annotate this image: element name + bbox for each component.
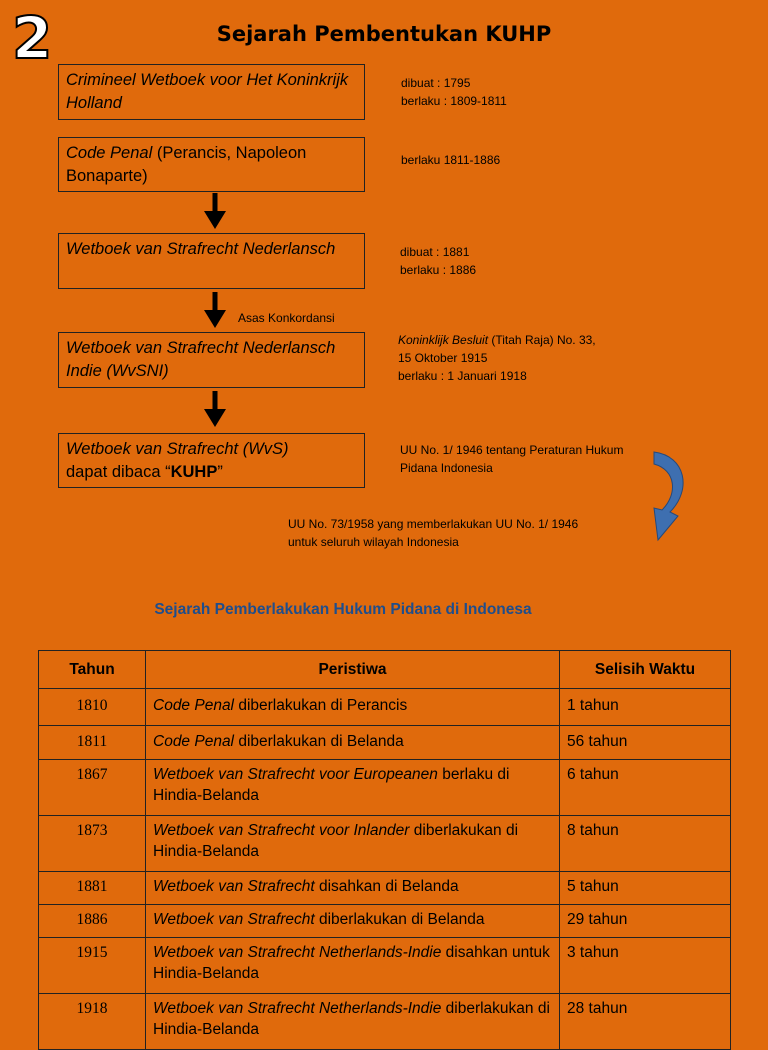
event-rest: disahkan di Belanda	[314, 878, 459, 895]
cell-year: 1867	[39, 760, 146, 816]
note-line: untuk seluruh wilayah Indonesia	[288, 535, 459, 549]
note-line: berlaku : 1 Januari 1918	[398, 369, 527, 383]
cell-year: 1881	[39, 872, 146, 905]
flow-box-wvs-kuhp	[58, 433, 365, 488]
cell-event	[146, 905, 560, 938]
table-header-row	[39, 651, 731, 689]
note-line: dibuat : 1795	[401, 76, 471, 90]
history-table	[38, 650, 731, 1050]
cell-diff: 5 tahun	[560, 872, 731, 905]
page-title: Sejarah Pembentukan KUHP	[216, 22, 552, 46]
cell-diff: 8 tahun	[560, 816, 731, 872]
table-row	[39, 816, 731, 872]
cell-year: 1915	[39, 938, 146, 994]
flow-box-text-italic: Code Penal	[66, 144, 153, 162]
flow-box-text: Crimineel Wetboek voor Het Koninkrijk Holland	[66, 71, 349, 112]
flow-box-text-prefix: dapat dibaca “	[66, 463, 171, 481]
flow-box-text-italic: Wetboek van Strafrecht (WvS)	[66, 440, 289, 458]
cell-diff: 28 tahun	[560, 994, 731, 1050]
cell-event	[146, 994, 560, 1050]
note-line: Pidana Indonesia	[400, 461, 493, 475]
table-row	[39, 872, 731, 905]
cell-year: 1918	[39, 994, 146, 1050]
event-italic: Wetboek van Strafrecht Netherlands-Indie	[153, 1000, 442, 1017]
kuhp-label: KUHP	[170, 463, 218, 481]
cell-event	[146, 689, 560, 726]
down-arrow-icon	[204, 193, 226, 229]
header-tahun: Tahun	[39, 651, 146, 689]
flow-box-code-penal	[58, 137, 365, 192]
note-line: UU No. 73/1958 yang memberlakukan UU No. 1/ 1946	[288, 517, 579, 531]
event-rest: diberlakukan di Perancis	[234, 697, 408, 714]
note-uu-73-1958	[288, 515, 578, 551]
note-line: berlaku 1811-1886	[401, 153, 501, 167]
table-row	[39, 938, 731, 994]
event-italic: Code Penal	[153, 733, 235, 750]
cell-event	[146, 938, 560, 994]
header-selisih-waktu: Selisih Waktu	[560, 651, 731, 689]
note-line: berlaku : 1809-1811	[401, 94, 507, 108]
flow-box-text: Wetboek van Strafrecht Nederlansch	[66, 240, 336, 258]
event-rest: diberlakukan di Hindia-Belanda	[153, 1000, 550, 1038]
flow-box-crimineel-wetboek	[58, 64, 365, 120]
down-arrow-icon	[204, 292, 226, 328]
event-italic: Wetboek van Strafrecht	[153, 878, 315, 895]
cell-diff: 6 tahun	[560, 760, 731, 816]
table-row	[39, 689, 731, 726]
note-line: berlaku : 1886	[400, 263, 477, 277]
cell-event	[146, 760, 560, 816]
note-koninklijk-besluit	[398, 331, 596, 385]
note-line: (Titah Raja) No. 33,	[488, 333, 596, 347]
event-italic: Wetboek van Strafrecht Netherlands-Indie	[153, 944, 442, 961]
note-crimineel-dates	[401, 74, 507, 110]
note-code-penal-dates	[401, 151, 500, 169]
event-rest: diberlakukan di Belanda	[314, 911, 485, 928]
note-line: dibuat : 1881	[400, 245, 470, 259]
header-peristiwa: Peristiwa	[146, 651, 560, 689]
cell-diff: 56 tahun	[560, 726, 731, 760]
event-italic: Wetboek van Strafrecht	[153, 911, 315, 928]
cell-event	[146, 872, 560, 905]
cell-diff: 1 tahun	[560, 689, 731, 726]
flow-box-wvsni	[58, 332, 365, 388]
note-uu-1-1946	[400, 441, 623, 477]
asas-konkordansi-label: Asas Konkordansi	[238, 311, 335, 325]
event-italic: Wetboek van Strafrecht voor Europeanen	[153, 766, 438, 783]
table-row	[39, 905, 731, 938]
cell-year: 1873	[39, 816, 146, 872]
table-row	[39, 760, 731, 816]
cell-year: 1810	[39, 689, 146, 726]
note-italic: Koninklijk Besluit	[398, 333, 489, 347]
flow-box-text: (Perancis, Napoleon Bonaparte)	[66, 144, 307, 185]
cell-diff: 29 tahun	[560, 905, 731, 938]
event-italic: Wetboek van Strafrecht voor Inlander	[153, 822, 410, 839]
curved-arrow-icon	[652, 450, 690, 542]
down-arrow-icon	[204, 391, 226, 427]
cell-year: 1886	[39, 905, 146, 938]
note-wvs-dates	[400, 243, 476, 279]
note-line: UU No. 1/ 1946 tentang Peraturan Hukum	[400, 443, 624, 457]
event-rest: berlaku di Hindia-Belanda	[153, 766, 510, 804]
flow-box-wvs-nederlansch	[58, 233, 365, 289]
table-row	[39, 726, 731, 760]
cell-diff: 3 tahun	[560, 938, 731, 994]
cell-year: 1811	[39, 726, 146, 760]
table-row	[39, 994, 731, 1050]
flow-box-text-suffix: ”	[217, 463, 223, 481]
event-italic: Code Penal	[153, 697, 235, 714]
cell-event	[146, 726, 560, 760]
event-rest: diberlakukan di Hindia-Belanda	[153, 822, 519, 860]
slide-number: 2	[12, 4, 52, 72]
event-rest: diberlakukan di Belanda	[234, 733, 404, 750]
note-line: 15 Oktober 1915	[398, 351, 488, 365]
event-rest: disahkan untuk Hindia-Belanda	[153, 944, 550, 982]
flow-box-text: Wetboek van Strafrecht Nederlansch Indie (WvSNI)	[66, 339, 336, 380]
cell-event	[146, 816, 560, 872]
table-title: Sejarah Pemberlakukan Hukum Pidana di Indonesa	[154, 601, 532, 618]
